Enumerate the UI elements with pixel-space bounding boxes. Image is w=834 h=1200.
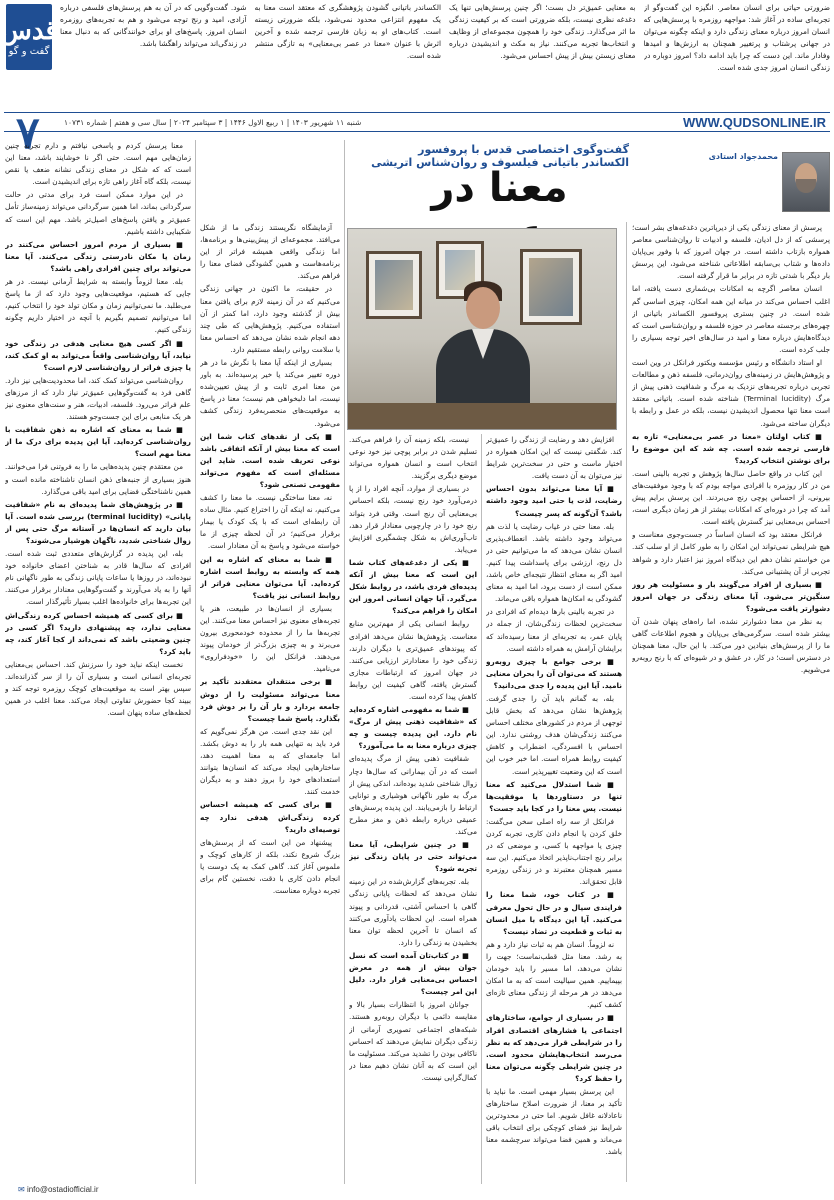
site-url[interactable]: WWW.QUDSONLINE.IR: [683, 114, 826, 130]
article-paragraph: معنا پرسش کردم و پاسخی نیافتم و دارم تجربه چنین زمان‌هایی مهم است. حتی اگر نا خوشایند باشد، معنا این است که که شکل در معنای زندگی نشانه ضعف یا نقص نیست، بلکه گاه آغاز راهی تازه برای اندیشیدن است.: [5, 141, 191, 187]
logo-subtitle: گفت و گو: [8, 45, 50, 57]
article-paragraph: بسیاری از انسان‌ها در طبیعت، هنر یا تجربه‌های معنوی نیز احساس معنا می‌کنند. این تجربه‌ها ما را از محدوده خودمحوری بیرون می‌برند و به چیزی بزرگ‌تر از خودمان پیوند می‌دهند. فرانکل این را «خودفراروی» می‌نامید.: [200, 603, 340, 674]
footer-email[interactable]: ✉ info@ostadiofficial.ir: [18, 1185, 99, 1194]
interview-question: ■ شما به معنای که اشاره به این همه که وابسته به روابط است اشاره کرده‌اید. آیا می‌توان معنایی فراتر از روابط انسانی نیز یافت؟: [200, 554, 340, 600]
article-paragraph: بله. تجربه‌های گزارش‌شده در این زمینه نشان می‌دهد که لحظات پایانی زندگی گاهی با احساس آشتی، قدردانی و پیوند همراه است. این لحظات یادآوری می‌کنند که انسان تا آخرین لحظه توان معنا بخشیدن به زندگی را دارد.: [349, 877, 477, 947]
article-paragraph: بله، به گمانم باید آن را جدی گرفت. پژوهش‌ها نشان می‌دهد که بخش قابل توجهی از مردم در کشورهای مختلف احساس می‌کنند زندگی‌شان هدف روشنی ندارد. این احساس با افسردگی، اضطراب و کاهش کیفیت روابط همراه است. اما خبر خوب این است که این وضعیت تغییرپذیر است.: [486, 693, 622, 776]
article-column: [5, 140, 191, 1168]
issue-line: شنبه ۱۱ شهریور ۱۴۰۳ | ۱ ربیع الاول ۱۴۴۶ | ۳ سپتامبر ۲۰۲۴ | سال سی و هفتم | شماره ۱۰۷۳۱: [64, 117, 362, 127]
interview-question: ■ اگر کسی هیچ معنایی هدفی در زندگی خود نیابد، آیا روان‌شناسی واقعاً می‌تواند به او کمک کند، یا چیزی فراتر از روان‌شناسی لازم است؟: [5, 338, 191, 372]
article-paragraph: انسان معاصر اگرچه به امکانات بی‌شماری دست یافته، اما اغلب احساس می‌کند در میانه این همه امکان، چیزی اساسی گم شده است. در چنین بستری پروفسور الکساندر باتیانی از چهره‌های برجسته معاصر در حوزه فلسفه و روان‌شناسی است که دیدگاه‌هایش درباره معنا و امید در سال‌های اخیر توجه بسیاری را جلب کرده است.: [632, 284, 830, 354]
interview-question: ■ آیا معنا می‌تواند بدون احساس رضایت، لذت یا حتی امید وجود داشته باشد؟ آن‌گونه که پسر چیست؟: [486, 484, 622, 518]
article-paragraph: جوانان امروز با انتظارات بسیار بالا و مقایسه دائمی با دیگران روبه‌رو هستند. شبکه‌های اجتماعی تصویری آرمانی از زندگی دیگران نمایش می‌دهند که احساس ناکافی بودن را تشدید می‌کند. مسئولیت ما این است که به آنان نشان دهیم معنا در کمال‌گرایی نیست.: [349, 1000, 477, 1082]
article-paragraph: نخست اینکه نباید خود را سرزنش کند. احساس بی‌معنایی تجربه‌ای انسانی است و بسیاری آن را از سر گذرانده‌اند. سپس بهتر است به موقعیت‌های کوچک روزمره توجه کند و ببیند کجا حضورش تفاوتی ایجاد می‌کند. معنا اغلب در همین لحظه‌های ساده پنهان است.: [5, 659, 191, 718]
interview-photo: [347, 228, 617, 430]
author-photo: [782, 152, 830, 212]
article-paragraph: این نقد جدی است. من هرگز نمی‌گویم که فرد باید به تنهایی همه بار را به دوش بکشد. اما جامعه‌ای که به معنا اهمیت دهد، ساختارهایی ایجاد می‌کند که انسان‌ها بتوانند استعدادهای خود را بروز دهند و به دیگران خدمت کنند.: [200, 726, 340, 797]
interview-question: ■ بسیاری از افراد می‌گویند بار و مسئولیت هر روز سنگین‌تر می‌شود. آیا معنای زندگی در جهان امروز دشوارتر یافت می‌شود؟: [632, 579, 830, 613]
top-strip-col: ضرورتی حیاتی برای انسان معاصر. انگیزه این گفت‌وگو از تجربه‌ای ساده در آغاز شد: مواجهه روزمره با پرسش‌هایی که انسان امروز درباره معنای زندگی دارد و اینکه چگونه می‌توان در جهانی پرشتاب و پرتغییر همچنان به ارزش‌ها و امیدها وفادار ماند. این دست که چرا باید ادامه داد؟ امروز دوباره در زندگی انسان امروز جدی شده است.: [643, 3, 830, 72]
article-paragraph: روان‌شناسی می‌تواند کمک کند، اما محدودیت‌هایی نیز دارد. گاهی فرد به گفت‌وگوهایی عمیق‌تر نیاز دارد که از مرزهای علم فراتر می‌رود. فلسفه، ادبیات، هنر و سنت‌های معنوی نیز هر یک منابعی برای این جست‌وجو هستند.: [5, 375, 191, 422]
article-paragraph: پیشنهاد من این است که از پرسش‌های بزرگ شروع نکند، بلکه از کارهای کوچک و ملموس آغاز کند. گاهی کمک به یک دوست یا انجام دادن کاری با دقت، نخستین گام برای تجربه دوباره معناست.: [200, 837, 340, 896]
interview-question: ■ یکی از نقدهای کتاب شما این است که معنا بیش از آنکه اتفاقی باشد نوعی تعریف شده است. شاید این مسئله‌ای است که مفهوم می‌تواند مفهومی تصنعی شود؟: [200, 431, 340, 489]
article-paragraph: من معتقدم چنین پدیده‌هایی ما را به فروتنی فرا می‌خوانند. هنوز بسیاری از جنبه‌های ذهن انسان ناشناخته مانده است و همین ناشناختگی فضایی برای امید باقی می‌گذارد.: [5, 462, 191, 496]
article-paragraph: افزایش دهد و رضایت از زندگی را عمیق‌تر کند. شگفتی نیست که این امکان همواره در اختیار ماست و حتی در سخت‌ترین شرایط نیز می‌توان به آن دست یافت.: [486, 435, 622, 481]
interview-question: ■ برخی جوامع با چیزی روبه‌رو هستند که می‌توان آن را بحران معنایی نامید. آیا این پدیده را جدی می‌دانید؟: [486, 656, 622, 690]
article-paragraph: در حقیقت، ما اکنون در جهانی زندگی می‌کنیم که در آن زمینه لازم برای یافتن معنا بیش از گذشته وجود دارد، اما کمتر از آن استفاده می‌کنیم. پژوهش‌هایی که طی چند دهه انجام شده نشان می‌دهد که احساس معنا با سلامت روانی رابطه مستقیم دارد.: [200, 284, 340, 354]
article-paragraph: فرانکل معتقد بود که انسان اساساً در جست‌وجوی معناست و هیچ شرایطی نمی‌تواند این امکان را به طور کامل از او سلب کند. من خواستم نشان دهم این دیدگاه امروز نیز اعتبار دارد و شواهد تجربی از آن پشتیبانی می‌کند.: [632, 530, 830, 576]
interview-question: ■ شما استدلال می‌کنید که معنا تنها در دستاوردها یا موفقیت‌ها نیست. پس معنا را در کجا باید جست؟: [486, 779, 622, 813]
article-kicker: گفت‌وگوی اختصاصی قدس با پروفسور الکساندر باتیانی فیلسوف و روان‌شناس اتریشی: [371, 143, 629, 169]
interview-question: ■ در چنین شرایطی، آیا معنا می‌تواند حتی در پایان زندگی نیز تجربه شود؟: [349, 840, 477, 874]
article-paragraph: نه لزوماً. انسان هم به ثبات نیاز دارد و هم به رشد. معنا مثل قطب‌نماست؛ جهت را نشان می‌دهد، اما مسیر را باید خودمان بپیماییم. همین سیالیت است که به ما امکان می‌دهد در هر مرحله از زندگی معنای تازه‌ای کشف کنیم.: [486, 939, 622, 1010]
article-paragraph: پرسش از معنای زندگی یکی از دیرپاترین دغدغه‌های بشر است؛ پرسشی که از دل ادیان، فلسفه و ادبیات تا روان‌شناسی معاصر همواره بازتاب داشته است. در جهان امروز که با وفور بی‌پایان داده‌ها و شتاب بی‌سابقه اطلاعاتی شناخته می‌شود، این پرسش بار دیگر با شدتی تازه در برابر ما قرار گرفته است.: [632, 223, 830, 281]
article-paragraph: این کتاب در واقع حاصل سال‌ها پژوهش و تجربه بالینی است. من در کار روزمره با افرادی مواجه بودم که با وجود موفقیت‌های بیرونی، از احساس پوچی رنج می‌بردند. این پرسش برایم پیش آمد که چرا در دوره‌ای که امکانات بیشتر از هر زمان دیگری است، احساس بی‌معنایی نیز گسترش یافته است.: [632, 468, 830, 527]
logo-text: قدس: [0, 15, 58, 46]
article-paragraph: این پرسش بسیار مهمی است. ما نباید با تأکید بر معنا، از ضرورت اصلاح ساختارهای ناعادلانه غافل شویم. اما حتی در محدودترین شرایط نیز فضای کوچکی برای انتخاب باقی می‌ماند و همین فضا می‌تواند سرچشمه معنا باشد.: [486, 1086, 622, 1157]
article-paragraph: او استاد دانشگاه و رئیس مؤسسه ویکتور فرانکل در وین است و پژوهش‌هایش در زمینه‌های روان‌درمانی، فلسفه ذهن و مطالعات تجربی درباره تجربه‌های نزدیک به مرگ و شفافیت ذهنی پیش از مرگ (Terminal lucidity) شناخته شده است. باتیانی معتقد است معنا تنها محصول اندیشیدن نیست، بلکه در عمل و رابطه با دیگران ساخته می‌شود.: [632, 358, 830, 428]
interview-question: ■ بسیاری از مردم امروز احساس می‌کنند در زمان یا مکان نادرستی زندگی می‌کنند. آیا معنا می‌تواند برای چنین افرادی راهی باشد؟: [5, 239, 191, 273]
article-paragraph: بله، این پدیده در گزارش‌های متعددی ثبت شده است. افرادی که سال‌ها قادر به شناختن اعضای خانواده خود نبوده‌اند، در روزها یا ساعات پایانی زندگی به طور ناگهانی نام آنها را به یاد می‌آورند و گفت‌وگوهایی معنادار برقرار می‌کنند. این تجربه‌ها برای خانواده‌ها اغلب بسیار تأثیرگذار است.: [5, 549, 191, 607]
interview-question: ■ در بسیاری از جوامع، ساختارهای اجتماعی یا فشارهای اقتصادی افراد را در شرایطی قرار می‌دهد که به نظر می‌رسد انتخاب‌هایشان محدود است. در چنین شرایطی چگونه می‌توان معنا را حفظ کرد؟: [486, 1013, 622, 1083]
article-paragraph: نه، معنا ساختگی نیست. ما معنا را کشف می‌کنیم، نه اینکه آن را اختراع کنیم. مثال ساده آن رابطه‌ای است که با یک کودک یا بیمار برقرار می‌کنیم؛ در آن لحظه چیزی از ما خواسته می‌شود و پاسخ به آن معنادار است.: [200, 493, 340, 551]
top-strip-col: الکساندر باتیانی گشودن پژوهشگری که معتقد است معنا به یک مفهوم انتزاعی محدود نمی‌شود، بلکه ضرورتی زیسته است. کتاب‌های او به زبان فارسی ترجمه شده و آخرین اثرش با عنوان «معنا در عصر بی‌معنایی» به تازگی منتشر شده است.: [254, 3, 441, 60]
top-strip-col: به معنایی عمیق‌تر دل بست؛ اگر چنین پرسش‌هایی تنها یک دغدغه نظری نیست، بلکه ضرورتی است که بر کیفیت زندگی ما اثر می‌گذارد. زندگی خود را همچون مجموعه‌ای از وظایف و انتخاب‌ها تجربه می‌کنند. نیاز به مکث و اندیشیدن درباره معنای زیستن بیش از پیش احساس می‌شود.: [449, 3, 636, 60]
top-strip: [60, 2, 830, 98]
top-strip-col: شود. گفت‌وگویی که در آن به هم پرسش‌های فلسفی درباره آزادی، امید و رنج توجه می‌شود و هم به تجربه‌های روزمره انسان امروز. پاسخ‌های او برای خوانندگانی که به دنبال معنا در زندگی‌اند می‌تواند راهگشا باشد.: [60, 3, 247, 48]
article-paragraph: فرانکل از سه راه اصلی سخن می‌گفت: خلق کردن یا انجام دادن کاری، تجربه کردن چیزی یا مواجهه با کسی، و موضعی که در برابر رنج اجتناب‌ناپذیر اتخاذ می‌کنیم. این سه مسیر همچنان معتبرند و در زندگی روزمره قابل تحقق‌اند.: [486, 816, 622, 887]
interview-question: ■ شما به معنای که اشاره به ذهن شفافیت با روان‌شناسی کرده‌اید. آیا این پدیده برای درک ما از معنا مهم است؟: [5, 425, 191, 459]
interview-question: ■ شما به مفهومی اشاره کرده‌اید که «شفافیت ذهنی پیش از مرگ» نام دارد. این پدیده چیست و چه چیزی درباره معنا به ما می‌آموزد؟: [349, 705, 477, 751]
interview-question: ■ برخی منتقدان معتقدند تأکید بر معنا می‌تواند مسئولیت را از دوش جامعه بردارد و بار آن را بر دوش فرد بگذارد. پاسخ شما چیست؟: [200, 677, 340, 723]
article-paragraph: به نظر من معنا دشوارتر نشده، اما راه‌های پنهان شدن آن بیشتر شده است. سرگرمی‌های بی‌پایان و هجوم اطلاعات گاهی ما را از پرسش‌های بنیادین دور می‌کند. با این حال، معنا همچنان در دسترس است؛ در کار، در عشق و در شیوه‌ای که با رنج روبه‌رو می‌شویم.: [632, 617, 830, 675]
article-column: [632, 222, 830, 1182]
masthead-logo: [0, 4, 58, 70]
interview-question: ■ در کتاب‌تان آمده است که نسل جوان بیش از همه در معرض احساس بی‌معنایی قرار دارد. دلیل این امر چیست؟: [349, 950, 477, 997]
interview-question: ■ یکی از دغدغه‌های کتاب شما این است که معنا بیش از آنکه پدیده‌ای فردی باشد، در روابط شکل می‌گیرد. آیا جهان انسانی امروز این امکان را فراهم می‌کند؟: [349, 557, 477, 616]
article-headline: معنا در: [431, 165, 568, 211]
article-column: [486, 434, 622, 1184]
article-paragraph: روابط انسانی یکی از مهم‌ترین منابع معناست. پژوهش‌ها نشان می‌دهد افرادی که پیوندهای عمیق‌تری با دیگران دارند، زندگی خود را معنادارتر ارزیابی می‌کنند. در جهان امروز که ارتباطات مجازی گسترش یافته، گاهی کیفیت این روابط کاهش پیدا کرده است.: [349, 619, 477, 701]
article-paragraph: در بسیاری از موارد، آنچه افراد را از پا درمی‌آورد خود رنج نیست، بلکه احساس بی‌معنایی آن رنج است. وقتی فرد بتواند رنج خود را در چارچوبی معنادار قرار دهد، تاب‌آوری‌اش به شکل چشمگیری افزایش می‌یابد.: [349, 484, 477, 554]
interview-question: ■ برای کسی که همیشه احساس کرده زندگی‌اش معنایی ندارد، چه پیشنهادی دارید؟ اگر کسی در چنین وضعیتی باشد که نمی‌داند از کجا آغاز کند، چه باید کرد؟: [5, 610, 191, 656]
article-column: [200, 222, 340, 1182]
article-paragraph: بله. معنا لزوماً وابسته به شرایط آرمانی نیست. در هر جایی که هستیم، موقعیت‌هایی وجود دارد که از ما پاسخ می‌طلبد. ما نمی‌توانیم زمان و مکان تولد خود را انتخاب کنیم، اما می‌توانیم تصمیم بگیریم با آنچه در اختیار داریم چگونه زندگی کنیم.: [5, 277, 191, 335]
interview-question: ■ در کتاب خود، شما معنا را فرایندی سیال و در حال تحول معرفی می‌کنید. آیا این دیدگاه با میل انسان به ثبات و قطعیت در تضاد نیست؟: [486, 890, 622, 936]
article-paragraph: بسیاری از اینکه آیا معنا با نگرش ما در هر دوره تغییر می‌کند یا خیر پرسیده‌اند. به باور من معنا امری ثابت و از پیش تعیین‌شده نیست، اما دلبخواهی هم نیست؛ معنا در پاسخ به موقعیت‌های منحصربه‌فرد زندگی کشف می‌شود.: [200, 358, 340, 428]
interview-question: ■ کتاب اولتان «معنا در عصر بی‌معنایی» تازه به فارسی ترجمه شده است. چه شد که این موضوع را برای نوشتن انتخاب کردید؟: [632, 431, 830, 465]
author-name: محمدجواد استادی: [708, 152, 778, 161]
article-paragraph: در تجربه بالینی بارها دیده‌ام که افرادی در سخت‌ترین لحظات زندگی‌شان، از جمله در پایان عمر، به تجربه‌ای از معنا رسیده‌اند که برایشان آرامش به همراه داشته است.: [486, 607, 622, 653]
article-paragraph: در این موارد ممکن است فرد برای مدتی در حالت سرگردانی بماند، اما همین سرگردانی می‌تواند زمینه‌ساز تأمل عمیق‌تر و یافتن پاسخ‌های اصیل‌تر باشد. مهم این است که شکیبایی داشته باشیم.: [5, 190, 191, 236]
article-paragraph: آزمایشگاه نگریستند زندگی ما از شکل می‌افتد. مجموعه‌ای از پیش‌بینی‌ها و برنامه‌ها، اما زندگی واقعی همیشه فراتر از این برنامه‌هاست و همین گشودگی فضای معنا را فراهم می‌کند.: [200, 223, 340, 281]
article-paragraph: نیست، بلکه زمینه آن را فراهم می‌کند. تسلیم شدن در برابر پوچی نیز خود نوعی انتخاب است و انسان همواره می‌تواند موضع دیگری برگزیند.: [349, 435, 477, 481]
article-paragraph: بله. معنا حتی در غیاب رضایت یا لذت هم می‌تواند وجود داشته باشد. انعطاف‌پذیری انسان نشان می‌دهد که ما می‌توانیم حتی در دل رنج، ارزشی برای پاسداشت پیدا کنیم. امید اگر به معنای انتظار نتیجه‌ای خاص باشد، ممکن است از دست برود، اما امید به معنای گشودگی به امکان‌ها همواره باقی می‌ماند.: [486, 521, 622, 604]
article-paragraph: شفافیت ذهنی پیش از مرگ پدیده‌ای است که در آن بیمارانی که سال‌ها دچار زوال شناختی شدید بوده‌اند، اندکی پیش از مرگ به طور ناگهانی هوشیاری و توانایی ارتباط را بازمی‌یابند. این پدیده پرسش‌های عمیقی درباره رابطه ذهن و مغز مطرح می‌کند.: [349, 754, 477, 836]
page-number: ۷: [16, 108, 40, 159]
interview-question: ■ برای کسی که همیشه احساس کرده زندگی‌اش هدفی ندارد چه توصیه‌ای دارید؟: [200, 800, 340, 834]
interview-question: ■ در پژوهش‌های شما پدیده‌ای به نام «شفافیت پایانی» (terminal lucidity) بررسی شده است. آیا بیان دارید که انسان‌ها در آستانه مرگ حتی پس از زوال شناختی شدید، ناگهان هوشیار می‌شوند؟: [5, 499, 191, 545]
header-bar: [4, 112, 830, 132]
article-column: [349, 434, 477, 1184]
